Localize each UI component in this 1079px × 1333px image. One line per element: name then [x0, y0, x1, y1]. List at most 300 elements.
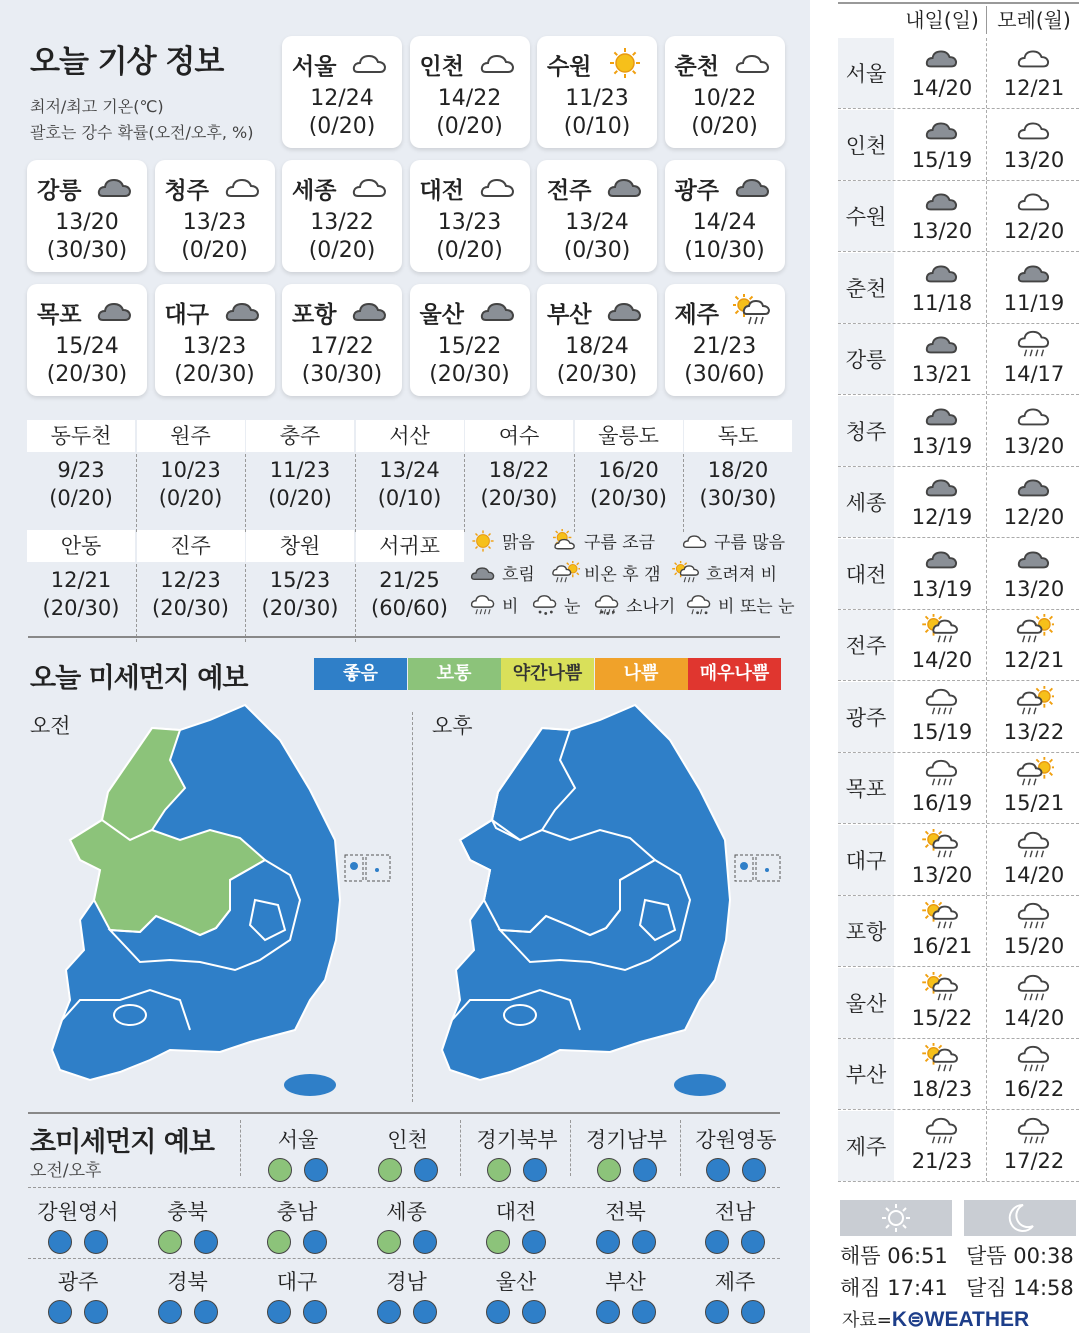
col-divider — [986, 467, 987, 537]
map-divider — [412, 712, 413, 1102]
pm-level-dot — [84, 1300, 108, 1324]
pm25-region — [28, 1266, 128, 1324]
day2-temp: 12/20 — [1003, 505, 1065, 529]
city-name: 대구 — [164, 302, 209, 328]
cloud-filled-icon — [922, 400, 962, 432]
col-divider — [986, 682, 987, 752]
cloud-outline-icon — [350, 46, 390, 80]
rain-sun-icon — [1014, 757, 1054, 789]
am-level-dot — [486, 1230, 510, 1254]
forecast-city: 광주 — [838, 682, 894, 752]
city-card — [665, 160, 785, 272]
day1-temp: 13/19 — [911, 433, 973, 458]
cloud-outline-icon — [680, 529, 710, 553]
cell-divider — [136, 564, 137, 642]
pm-level-dot — [522, 1300, 546, 1324]
temp-note: 최저/최고 기온(℃) — [30, 97, 164, 116]
cloud-outline-icon — [478, 170, 518, 204]
city-card — [27, 284, 147, 396]
cloud-filled-icon — [605, 170, 645, 204]
col-divider — [986, 610, 987, 680]
sun-rain-icon — [922, 1043, 962, 1075]
cloud-filled-icon — [478, 294, 518, 328]
pm-level-dot — [522, 1230, 546, 1254]
region-name: 대전 — [495, 1200, 537, 1224]
forecast-row — [838, 38, 1079, 109]
pm25-subtitle: 오전/오후 — [30, 1161, 102, 1181]
col-divider — [986, 1039, 987, 1109]
pm-level-dot — [742, 1158, 766, 1182]
sun-rain-icon — [922, 829, 962, 861]
small-city-cell — [246, 530, 354, 620]
pm25-region — [357, 1196, 457, 1254]
region-name: 광주 — [57, 1270, 99, 1294]
small-city-name: 서귀포 — [356, 530, 464, 562]
small-city-cell — [137, 420, 245, 510]
cloud-filled-icon — [223, 294, 263, 328]
day1-temp: 15/22 — [911, 1005, 973, 1030]
day1-temp: 18/23 — [911, 1077, 973, 1101]
col-divider — [986, 753, 987, 823]
forecast-city: 수원 — [838, 181, 894, 251]
cloud-outline-icon — [1014, 42, 1054, 74]
city-temp: 13/22 — [310, 210, 374, 235]
region-name: 부산 — [605, 1270, 646, 1294]
forecast-row — [838, 1111, 1079, 1182]
day1-temp: 21/23 — [911, 1148, 973, 1173]
forecast-row — [838, 896, 1079, 967]
city-temp: 15/22 — [437, 334, 502, 359]
am-level-dot — [158, 1230, 182, 1254]
col-divider — [986, 110, 987, 180]
rain-icon — [1014, 972, 1054, 1004]
city-name: 부산 — [547, 302, 592, 328]
pm-level-dot — [632, 1230, 656, 1254]
moonset: 달짐 14:58 — [966, 1276, 1074, 1300]
weather-legend-item — [550, 560, 661, 585]
sun-rain-icon — [922, 614, 962, 646]
small-city-cell — [684, 420, 792, 510]
forecast-city: 강릉 — [838, 324, 894, 394]
pm25-region — [467, 1124, 567, 1182]
day2-temp: 14/20 — [1003, 1005, 1065, 1030]
small-city-prob: (20/30) — [261, 596, 339, 620]
forecast-row — [838, 753, 1079, 824]
city-temp: 13/24 — [565, 210, 629, 235]
city-name: 인천 — [419, 54, 464, 80]
pm-level-dot — [413, 1300, 437, 1324]
rain-icon — [1014, 1115, 1054, 1147]
sunrise: 해뜸 06:51 — [840, 1244, 948, 1268]
day2-temp: 14/17 — [1003, 362, 1065, 386]
pm-level-dot — [303, 1230, 327, 1254]
sun-icon — [605, 46, 645, 80]
day2-header: 모레(월) — [997, 8, 1071, 32]
cloud-filled-icon — [922, 185, 962, 217]
small-city-prob: (0/20) — [49, 486, 113, 510]
rain-icon — [1014, 328, 1054, 360]
am-level-dot — [705, 1300, 729, 1324]
city-temp: 18/24 — [565, 334, 629, 359]
day1-temp: 15/19 — [911, 719, 973, 744]
am-level-dot — [377, 1300, 401, 1324]
pm-level-dot — [304, 1158, 328, 1182]
am-level-dot — [48, 1230, 72, 1254]
cloud-filled-icon — [922, 328, 962, 360]
city-prob: (0/20) — [181, 238, 248, 263]
pm-level-dot — [303, 1300, 327, 1324]
sun-rain-icon — [922, 900, 962, 932]
rain-icon — [1014, 829, 1054, 861]
cloud-filled-icon — [922, 114, 962, 146]
day2-temp: 15/20 — [1003, 934, 1065, 958]
day2-temp: 17/22 — [1003, 1148, 1065, 1173]
small-city-temp: 12/23 — [160, 568, 221, 592]
legend-label: 비온 후 갬 — [584, 565, 661, 585]
pm-level-dot — [741, 1230, 765, 1254]
dust-scale-item: 좋음 — [314, 658, 407, 690]
sun-rain-icon — [922, 972, 962, 1004]
cloud-filled-icon — [95, 294, 135, 328]
cloud-filled-icon — [733, 170, 773, 204]
moon-box — [964, 1200, 1076, 1236]
small-city-prob: (20/30) — [42, 596, 120, 620]
cloud-outline-icon — [733, 46, 773, 80]
forecast-row — [838, 968, 1079, 1039]
cloud-filled-icon — [1014, 257, 1054, 289]
sun-rain-icon — [733, 294, 773, 328]
city-temp: 11/23 — [565, 86, 629, 111]
region-name: 충남 — [276, 1200, 318, 1224]
pm-level-dot — [413, 1230, 437, 1254]
cell-divider — [136, 454, 137, 532]
pm-level-dot — [194, 1230, 218, 1254]
row-divider — [28, 1258, 780, 1259]
region-name: 대구 — [276, 1270, 318, 1294]
dust-map-am — [40, 700, 400, 1110]
city-name: 수원 — [547, 54, 592, 80]
day1-temp: 14/20 — [911, 648, 973, 672]
city-temp: 17/22 — [310, 334, 374, 359]
cloud-outline-icon — [1014, 185, 1054, 217]
am-level-dot — [486, 1300, 510, 1324]
snow-icon — [530, 593, 560, 617]
pm25-region — [138, 1266, 238, 1324]
divider — [28, 636, 780, 638]
weather-legend-item — [550, 528, 655, 553]
rain-sun-icon — [550, 561, 580, 585]
day1-header: 내일(일) — [905, 8, 979, 32]
source-name: K⊜WEATHER — [891, 1308, 1030, 1331]
region-name: 경기북부 — [476, 1128, 558, 1152]
city-name: 포항 — [292, 302, 337, 328]
day2-temp: 14/20 — [1003, 862, 1065, 887]
pm-level-dot — [194, 1300, 218, 1324]
pm25-region — [577, 1124, 677, 1182]
forecast-panel — [838, 0, 1079, 1333]
pm25-region — [576, 1266, 676, 1324]
weather-legend-item — [672, 560, 777, 585]
city-card — [665, 284, 785, 396]
legend-label: 구름 많음 — [714, 533, 786, 553]
forecast-city: 포항 — [838, 896, 894, 966]
am-label: 오전 — [30, 714, 71, 738]
day1-temp: 11/18 — [911, 290, 973, 315]
sunset: 해짐 17:41 — [840, 1276, 948, 1300]
day2-temp: 16/22 — [1003, 1077, 1065, 1101]
day1-temp: 14/20 — [911, 76, 973, 100]
moon-icon — [1003, 1202, 1037, 1234]
small-city-name: 울릉도 — [575, 420, 683, 452]
col-divider — [986, 896, 987, 966]
pm25-region — [138, 1196, 238, 1254]
city-name: 목포 — [37, 302, 82, 328]
small-city-temp: 12/21 — [50, 568, 112, 592]
city-name: 청주 — [164, 178, 209, 204]
dust-map-pm — [430, 700, 790, 1110]
day1-temp: 13/21 — [911, 362, 973, 386]
source-prefix: 자료= — [842, 1310, 892, 1331]
pm25-title: 초미세먼지 예보 — [30, 1127, 214, 1158]
cell-divider — [355, 564, 356, 642]
col-divider — [986, 968, 987, 1038]
page-title: 오늘 기상 정보 — [30, 44, 224, 80]
region-name: 경기남부 — [585, 1128, 668, 1152]
forecast-city: 전주 — [838, 610, 894, 680]
sun-cloud-icon — [550, 529, 580, 553]
city-prob: (30/60) — [684, 362, 765, 387]
city-card — [410, 284, 530, 396]
source-credit — [842, 1306, 1029, 1332]
pm-level-dot — [84, 1230, 108, 1254]
city-card — [282, 160, 402, 272]
pm25-region — [466, 1196, 566, 1254]
dust-scale-item: 보통 — [408, 658, 501, 690]
city-name: 서울 — [292, 54, 337, 80]
cloud-filled-icon — [468, 561, 498, 585]
city-name: 전주 — [547, 178, 592, 204]
header-divider — [986, 6, 987, 34]
city-temp: 12/24 — [310, 86, 374, 111]
weather-legend-item — [468, 528, 535, 553]
city-name: 제주 — [674, 302, 719, 328]
small-city-temp: 18/20 — [707, 458, 769, 482]
small-city-prob: (30/30) — [699, 486, 777, 510]
small-city-temp: 21/25 — [379, 568, 440, 592]
pm25-region — [247, 1266, 347, 1324]
forecast-city: 울산 — [838, 968, 894, 1038]
rain-icon — [1014, 900, 1054, 932]
cloud-filled-icon — [95, 170, 135, 204]
small-city-name: 진주 — [137, 530, 245, 562]
small-city-cell — [246, 420, 354, 510]
region-name: 제주 — [714, 1270, 756, 1294]
city-name: 울산 — [419, 302, 464, 328]
legend-label: 비 — [502, 597, 519, 617]
cell-divider — [570, 1120, 571, 1176]
region-name: 전북 — [605, 1200, 646, 1224]
small-city-cell — [356, 420, 464, 510]
weather-legend-item — [592, 592, 675, 617]
cloud-filled-icon — [1014, 471, 1054, 503]
forecast-row — [838, 825, 1079, 896]
small-city-prob: (20/30) — [480, 486, 558, 510]
city-card — [665, 36, 785, 148]
forecast-row — [838, 253, 1079, 324]
rain-icon — [1014, 1043, 1054, 1075]
day1-temp: 12/19 — [911, 505, 973, 529]
city-temp: 14/24 — [692, 210, 757, 235]
moonrise: 달뜸 00:38 — [966, 1244, 1074, 1268]
rain-icon — [922, 686, 962, 718]
day1-temp: 15/19 — [911, 147, 973, 172]
forecast-row — [838, 324, 1079, 395]
pm25-region — [685, 1196, 785, 1254]
legend-label: 흐려져 비 — [706, 565, 778, 585]
day1-temp: 13/20 — [911, 862, 973, 887]
small-city-prob: (0/20) — [158, 486, 223, 510]
city-card — [537, 36, 657, 148]
forecast-city: 청주 — [838, 396, 894, 466]
city-prob: (20/30) — [556, 362, 638, 387]
cloud-outline-icon — [1014, 400, 1054, 432]
day1-temp: 16/21 — [911, 934, 973, 958]
region-name: 전남 — [714, 1200, 756, 1224]
col-divider — [986, 1111, 987, 1181]
pm25-region — [576, 1196, 676, 1254]
small-city-cell — [27, 530, 135, 620]
city-card — [155, 284, 275, 396]
dust-title: 오늘 미세먼지 예보 — [30, 663, 248, 694]
city-prob: (0/30) — [563, 238, 631, 263]
forecast-city: 인천 — [838, 110, 894, 180]
day2-temp: 13/20 — [1003, 433, 1065, 458]
region-name: 서울 — [277, 1128, 319, 1152]
small-city-name: 서산 — [356, 420, 464, 452]
row-divider — [838, 1181, 1079, 1182]
am-level-dot — [596, 1230, 620, 1254]
col-divider — [986, 539, 987, 609]
city-prob: (20/30) — [174, 362, 255, 387]
small-city-temp: 10/23 — [160, 458, 221, 482]
am-level-dot — [267, 1300, 291, 1324]
city-card — [410, 36, 530, 148]
city-prob: (0/20) — [308, 238, 376, 263]
city-card — [282, 284, 402, 396]
legend-label: 흐림 — [502, 565, 535, 585]
dust-scale-item: 매우나쁨 — [688, 658, 781, 690]
small-city-name: 여수 — [465, 420, 573, 452]
cloud-filled-icon — [350, 294, 390, 328]
city-temp: 10/22 — [692, 86, 757, 111]
day2-temp: 12/21 — [1003, 648, 1065, 672]
small-city-temp: 15/23 — [269, 568, 331, 592]
city-name: 세종 — [292, 178, 337, 204]
city-prob: (30/30) — [301, 362, 383, 387]
pm25-region — [248, 1124, 348, 1182]
forecast-city: 대전 — [838, 539, 894, 609]
col-divider — [986, 825, 987, 895]
cloud-filled-icon — [1014, 543, 1054, 575]
prob-note: 괄호는 강수 확률(오전/오후, %) — [30, 123, 254, 142]
dust-scale-item: 약간나쁨 — [501, 658, 594, 690]
small-city-name: 동두천 — [27, 420, 135, 452]
weather-legend-item — [468, 592, 518, 617]
city-prob: (0/20) — [691, 114, 758, 139]
cloud-outline-icon — [1014, 114, 1054, 146]
pm25-region — [358, 1124, 458, 1182]
cell-divider — [464, 454, 465, 532]
region-name: 강원영서 — [37, 1200, 119, 1224]
sun-icon — [879, 1202, 913, 1234]
region-name: 인천 — [387, 1128, 428, 1152]
am-level-dot — [48, 1300, 72, 1324]
city-card — [282, 36, 402, 148]
weather-legend-item — [684, 592, 795, 617]
city-temp: 21/23 — [692, 334, 757, 359]
pm25-region — [466, 1266, 566, 1324]
weather-legend-item — [468, 560, 535, 585]
col-divider — [986, 324, 987, 394]
sun-icon — [468, 529, 498, 553]
pm25-region — [28, 1196, 128, 1254]
city-temp: 14/22 — [437, 86, 502, 111]
cloud-outline-icon — [350, 170, 390, 204]
am-level-dot — [706, 1158, 730, 1182]
city-prob: (0/20) — [308, 114, 376, 139]
small-city-cell — [137, 530, 245, 620]
rain-snow-icon — [684, 593, 714, 617]
pm-level-dot — [632, 1300, 656, 1324]
forecast-city: 목포 — [838, 753, 894, 823]
cell-divider — [245, 564, 246, 642]
col-divider — [986, 396, 987, 466]
forecast-city: 세종 — [838, 467, 894, 537]
rain-icon — [468, 593, 498, 617]
city-temp: 13/20 — [55, 210, 119, 235]
city-temp: 13/23 — [437, 210, 502, 235]
col-divider — [986, 253, 987, 323]
forecast-city: 서울 — [838, 38, 894, 108]
day2-temp: 13/20 — [1003, 576, 1065, 601]
forecast-row — [838, 467, 1079, 538]
city-name: 광주 — [674, 178, 719, 204]
divider — [28, 1112, 780, 1114]
shower-icon — [592, 593, 622, 617]
region-name: 강원영동 — [695, 1128, 777, 1152]
pm-level-dot — [414, 1158, 438, 1182]
cell-divider — [683, 454, 684, 532]
small-city-prob: (20/30) — [152, 596, 229, 620]
am-level-dot — [596, 1300, 620, 1324]
forecast-city: 부산 — [838, 1039, 894, 1109]
city-prob: (0/10) — [563, 114, 631, 139]
city-card — [155, 160, 275, 272]
cloud-filled-icon — [922, 471, 962, 503]
dust-scale-item: 나쁨 — [595, 658, 688, 690]
city-card — [537, 284, 657, 396]
day1-temp: 13/19 — [911, 576, 973, 601]
city-temp: 13/23 — [182, 334, 247, 359]
region-name: 충북 — [167, 1200, 208, 1224]
city-card — [27, 160, 147, 272]
row-divider — [28, 1187, 780, 1188]
small-city-name: 안동 — [27, 530, 135, 562]
small-city-name: 독도 — [684, 420, 792, 452]
weather-legend-item — [530, 592, 580, 617]
small-city-prob: (20/30) — [590, 486, 667, 510]
day2-temp: 12/21 — [1003, 76, 1065, 100]
